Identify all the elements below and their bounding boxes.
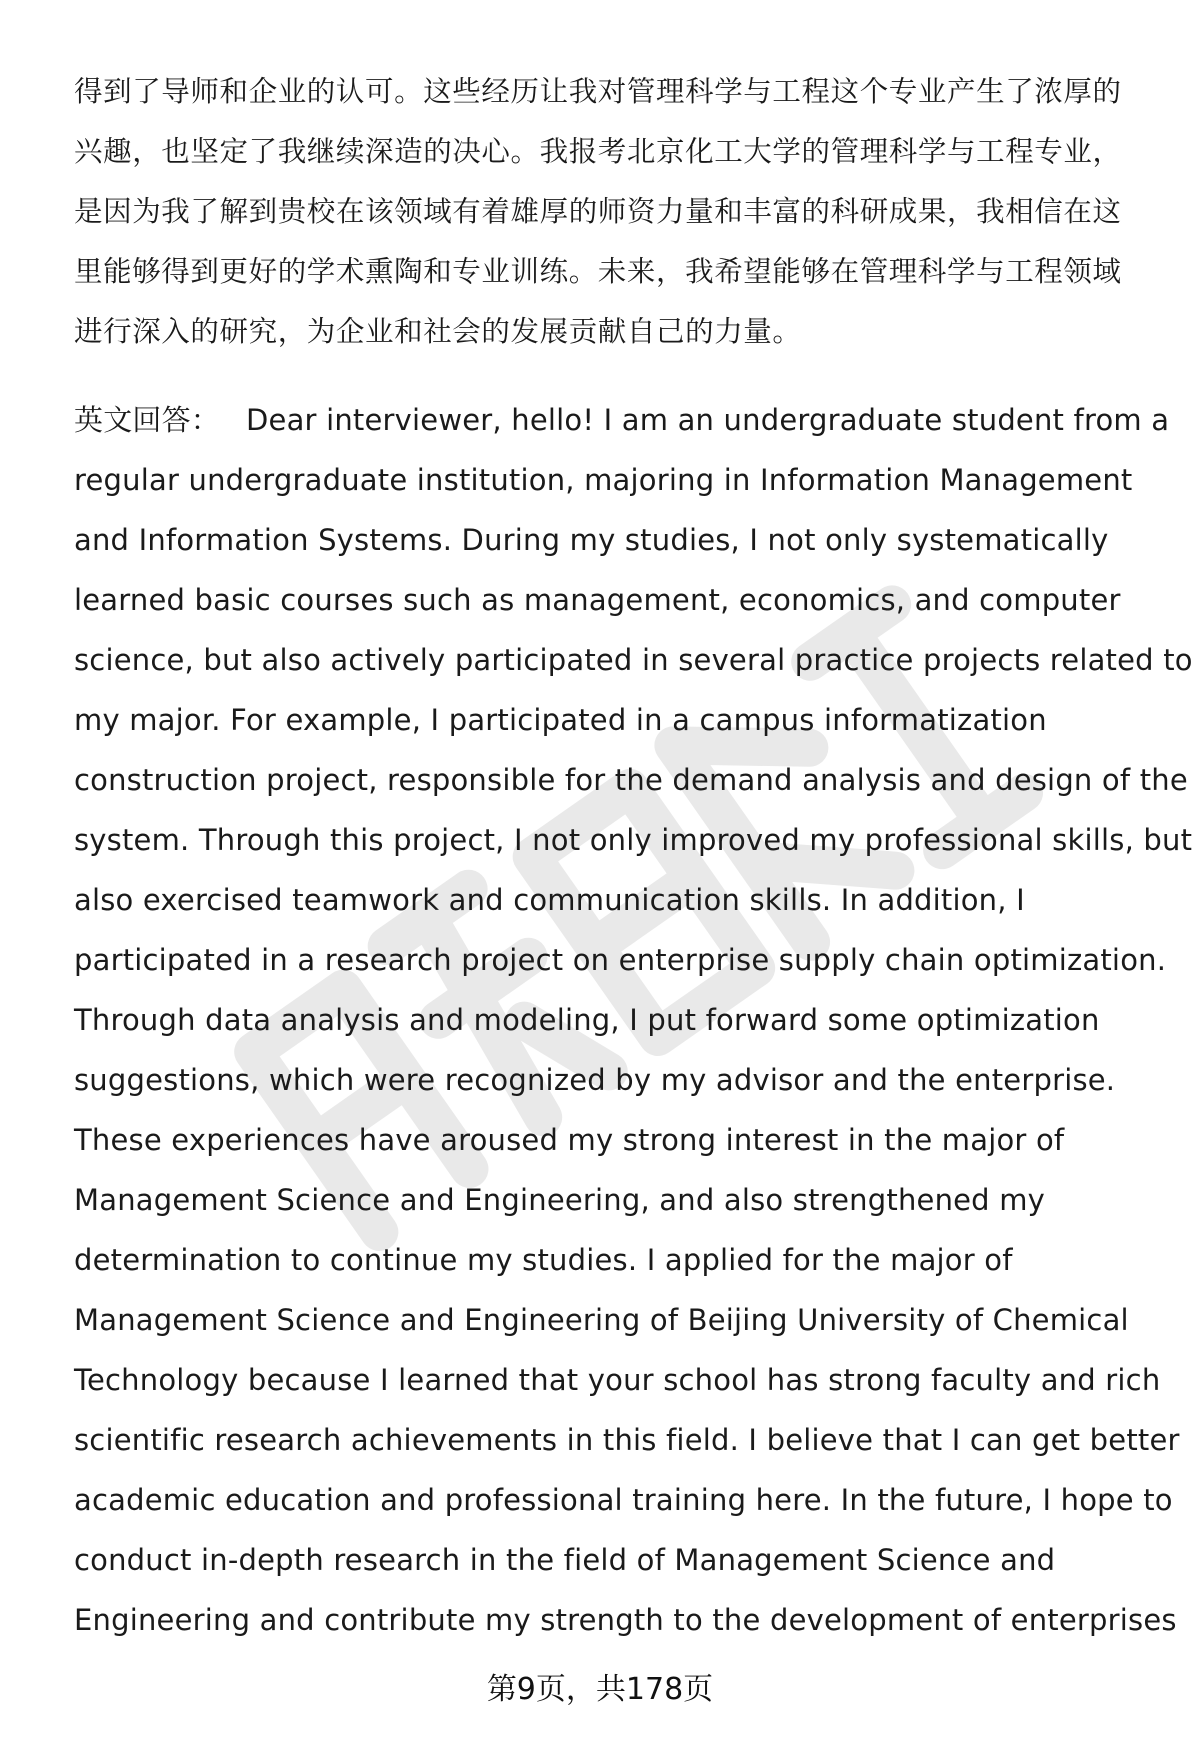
english-line: regular undergraduate institution, majoring in Information Management bbox=[74, 463, 1133, 497]
english-line: my major. For example, I participated in a campus informatization bbox=[74, 703, 1047, 737]
english-line: system. Through this project, I not only improved my professional skills, but bbox=[74, 823, 1193, 857]
english-answer-paragraph bbox=[74, 390, 1193, 1650]
english-line: science, but also actively participated in several practice projects related to bbox=[74, 643, 1193, 677]
english-line: also exercised teamwork and communication skills. In addition, I bbox=[74, 883, 1025, 917]
english-line-text: Dear interviewer, hello! I am an undergraduate student from a bbox=[246, 403, 1170, 437]
english-line: determination to continue my studies. I applied for the major of bbox=[74, 1243, 1013, 1277]
chinese-line: 兴趣，也坚定了我继续深造的决心。我报考北京化工大学的管理科学与工程专业， bbox=[74, 135, 1122, 168]
english-line: Technology because I learned that your school has strong faculty and rich bbox=[74, 1363, 1161, 1397]
chinese-line: 里能够得到更好的学术熏陶和专业训练。未来，我希望能够在管理科学与工程领域 bbox=[74, 255, 1122, 288]
english-line: Management Science and Engineering of Beijing University of Chemical bbox=[74, 1303, 1129, 1337]
english-line-first bbox=[74, 390, 1170, 450]
chinese-line: 进行深入的研究，为企业和社会的发展贡献自己的力量。 bbox=[74, 315, 802, 348]
english-line: scientific research achievements in this field. I believe that I can get better bbox=[74, 1423, 1180, 1457]
chinese-line: 得到了导师和企业的认可。这些经历让我对管理科学与工程这个专业产生了浓厚的 bbox=[74, 75, 1122, 108]
english-line: conduct in-depth research in the field of Management Science and bbox=[74, 1543, 1056, 1577]
english-line: and Information Systems. During my studies, I not only systematically bbox=[74, 523, 1109, 557]
english-line: learned basic courses such as management, economics, and computer bbox=[74, 583, 1121, 617]
english-line: Through data analysis and modeling, I put forward some optimization bbox=[74, 1003, 1100, 1037]
page-number-footer: 第9页，共178页 bbox=[486, 1672, 714, 1707]
english-line: academic education and professional training here. In the future, I hope to bbox=[74, 1483, 1173, 1517]
english-line: Engineering and contribute my strength to the development of enterprises bbox=[74, 1603, 1177, 1637]
english-line: participated in a research project on enterprise supply chain optimization. bbox=[74, 943, 1167, 977]
english-line: suggestions, which were recognized by my advisor and the enterprise. bbox=[74, 1063, 1116, 1097]
chinese-line: 是因为我了解到贵校在该领域有着雄厚的师资力量和丰富的科研成果，我相信在这 bbox=[74, 195, 1122, 228]
english-line: These experiences have aroused my strong interest in the major of bbox=[74, 1123, 1065, 1157]
english-line: Management Science and Engineering, and also strengthened my bbox=[74, 1183, 1046, 1217]
english-answer-label: 英文回答： bbox=[74, 403, 221, 437]
english-line: construction project, responsible for the demand analysis and design of the bbox=[74, 763, 1188, 797]
chinese-paragraph bbox=[74, 62, 1154, 362]
